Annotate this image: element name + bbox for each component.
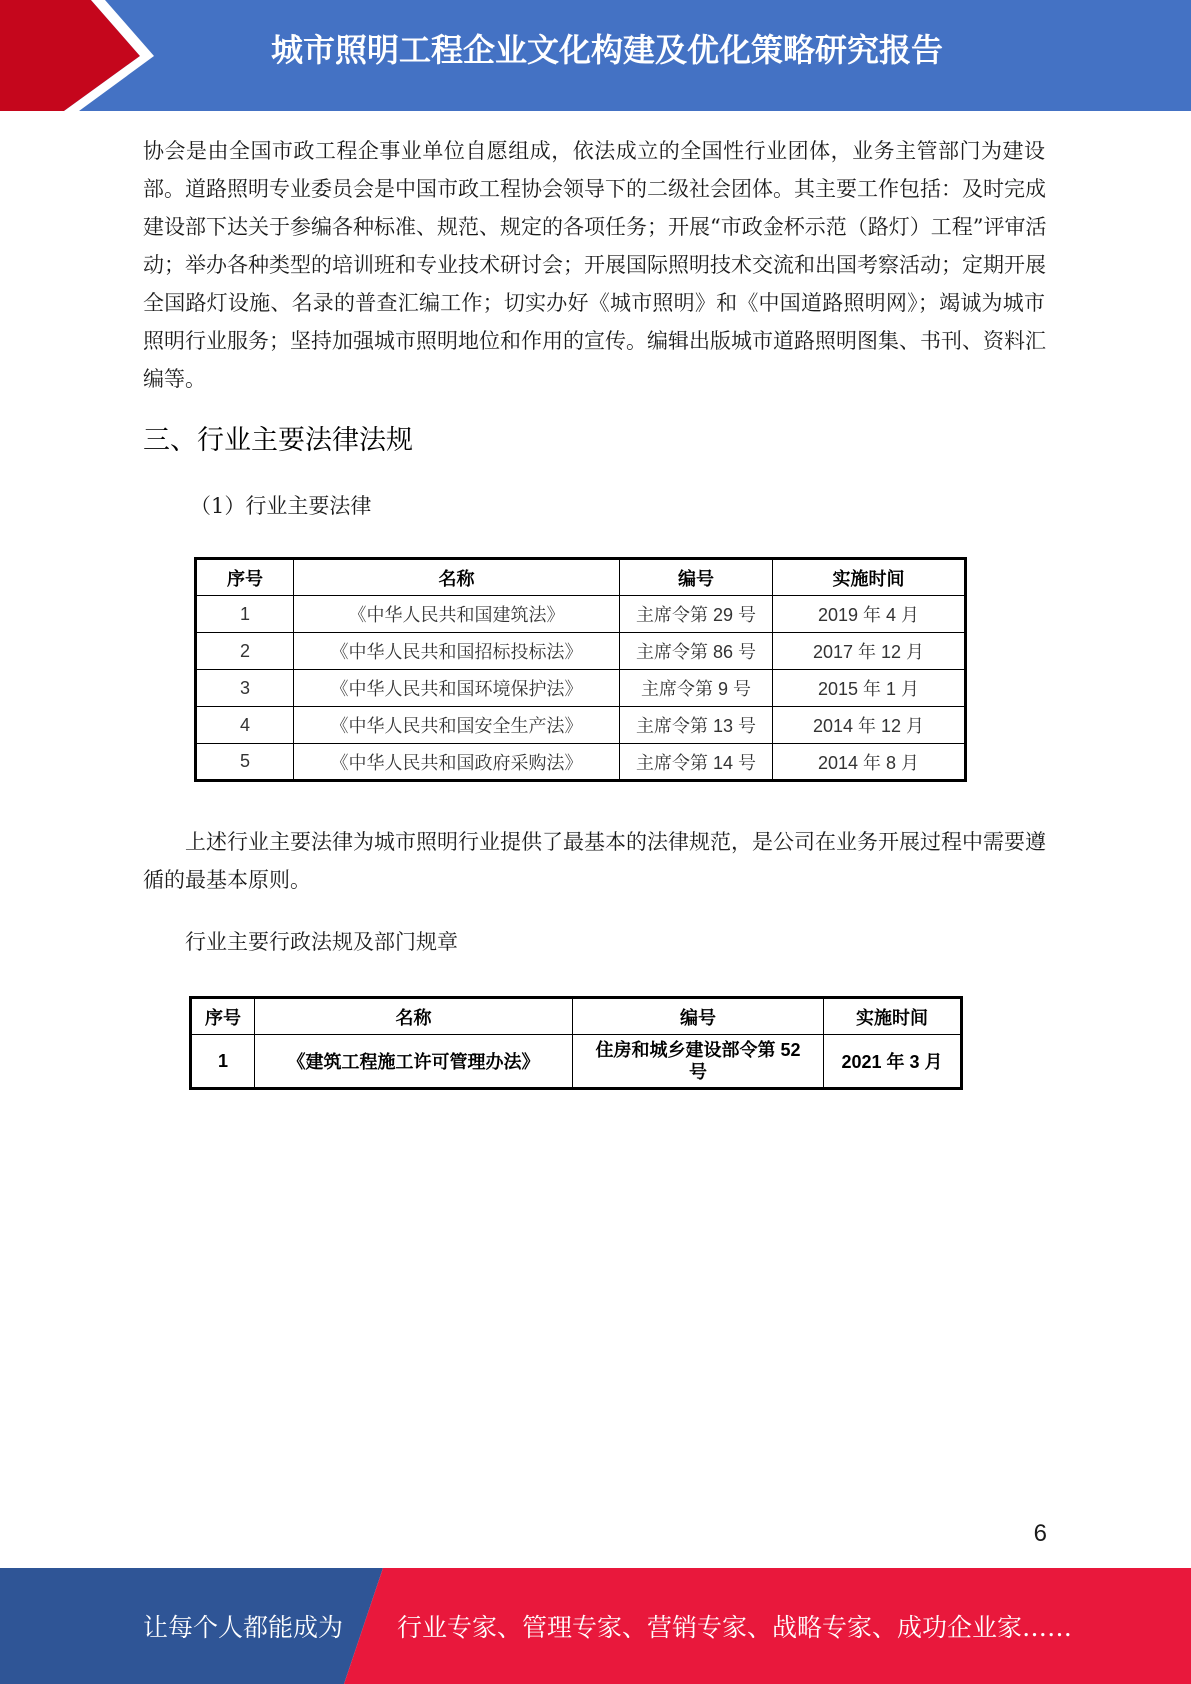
intro-line: 部。道路照明专业委员会是中国市政工程协会领导下的二级社会团体。其主要工作包括：及时完成 (143, 177, 1046, 201)
table-row (191, 1035, 962, 1089)
intro-line: 建设部下达关于参编各种标准、规范、规定的各项任务；开展“市政金杯示范（路灯）工程”评审活 (143, 215, 1047, 239)
table-row (196, 633, 966, 670)
laws-caption: （1）行业主要法律 (190, 494, 372, 518)
regulation-index: 1 (191, 1035, 255, 1089)
table-row (196, 596, 966, 633)
page-number: 6 (1033, 1520, 1047, 1547)
table-row (196, 670, 966, 707)
regulations-table-head (191, 998, 962, 1035)
intro-paragraph (143, 132, 1045, 398)
law-index: 2 (196, 633, 294, 670)
laws-table-body (196, 596, 966, 781)
law-order-number: 主席令第 9 号 (620, 670, 773, 707)
regulation-effective-date: 2021 年 3 月 (824, 1035, 962, 1089)
header-cell-index: 序号 (191, 998, 255, 1035)
header-cell-index: 序号 (196, 559, 294, 596)
law-effective-date: 2017 年 12 月 (773, 633, 966, 670)
footer-slogan-lead: 让每个人都能成为 (143, 1613, 344, 1642)
regulations-table-body (191, 1035, 962, 1089)
law-name: 《中华人民共和国环境保护法》 (294, 670, 620, 707)
law-order-number: 主席令第 13 号 (620, 707, 773, 744)
law-name: 《中华人民共和国建筑法》 (294, 596, 620, 633)
law-order-number: 主席令第 14 号 (620, 744, 773, 781)
header-banner (0, 0, 1191, 111)
summary-line: 循的最基本原则。 (143, 868, 311, 892)
intro-line: 全国路灯设施、名录的普查汇编工作；切实办好《城市照明》和《中国道路照明网》；竭诚为城市 (143, 291, 1045, 315)
regulation-order-number: 住房和城乡建设部令第 52 号 (595, 1040, 801, 1082)
report-title: 城市照明工程企业文化构建及优化策略研究报告 (270, 32, 943, 68)
law-effective-date: 2019 年 4 月 (773, 596, 966, 633)
laws-summary-paragraph (143, 823, 1045, 899)
laws-table-head (196, 559, 966, 596)
regulations-table (189, 996, 963, 1090)
section-heading: 三、行业主要法律法规 (143, 425, 413, 455)
law-name: 《中华人民共和国安全生产法》 (294, 707, 620, 744)
header-cell-effective-date: 实施时间 (824, 998, 962, 1035)
footer-slogan-roles: 行业专家、管理专家、营销专家、战略专家、成功企业家…… (397, 1613, 1073, 1642)
regulations-caption: 行业主要行政法规及部门规章 (185, 930, 458, 954)
regulation-name: 《建筑工程施工许可管理办法》 (255, 1035, 573, 1089)
header-cell-number: 编号 (620, 559, 773, 596)
header-cell-name: 名称 (294, 559, 620, 596)
law-index: 4 (196, 707, 294, 744)
regulation-number-cell (573, 1035, 824, 1089)
regulations-table-header-row (191, 998, 962, 1035)
law-name: 《中华人民共和国招标投标法》 (294, 633, 620, 670)
table-row (196, 707, 966, 744)
table-row (196, 744, 966, 781)
law-index: 3 (196, 670, 294, 707)
laws-table (194, 557, 967, 782)
laws-table-header-row (196, 559, 966, 596)
law-order-number: 主席令第 29 号 (620, 596, 773, 633)
law-effective-date: 2014 年 8 月 (773, 744, 966, 781)
law-effective-date: 2015 年 1 月 (773, 670, 966, 707)
law-order-number: 主席令第 86 号 (620, 633, 773, 670)
header-cell-effective-date: 实施时间 (773, 559, 966, 596)
summary-line: 上述行业主要法律为城市照明行业提供了最基本的法律规范，是公司在业务开展过程中需要遵 (185, 830, 1046, 854)
law-name: 《中华人民共和国政府采购法》 (294, 744, 620, 781)
intro-line: 编等。 (143, 367, 206, 391)
law-index: 5 (196, 744, 294, 781)
header-cell-number: 编号 (573, 998, 824, 1035)
law-effective-date: 2014 年 12 月 (773, 707, 966, 744)
header-chevron-decoration (0, 0, 160, 111)
header-cell-name: 名称 (255, 998, 573, 1035)
intro-line: 协会是由全国市政工程企事业单位自愿组成，依法成立的全国性行业团体，业务主管部门为建设 (143, 139, 1045, 163)
law-index: 1 (196, 596, 294, 633)
footer-banner (0, 1568, 1191, 1684)
intro-line: 动；举办各种类型的培训班和专业技术研讨会；开展国际照明技术交流和出国考察活动；定期开展 (143, 253, 1046, 277)
intro-line: 照明行业服务；坚持加强城市照明地位和作用的宣传。编辑出版城市道路照明图集、书刊、资料汇 (143, 329, 1046, 353)
